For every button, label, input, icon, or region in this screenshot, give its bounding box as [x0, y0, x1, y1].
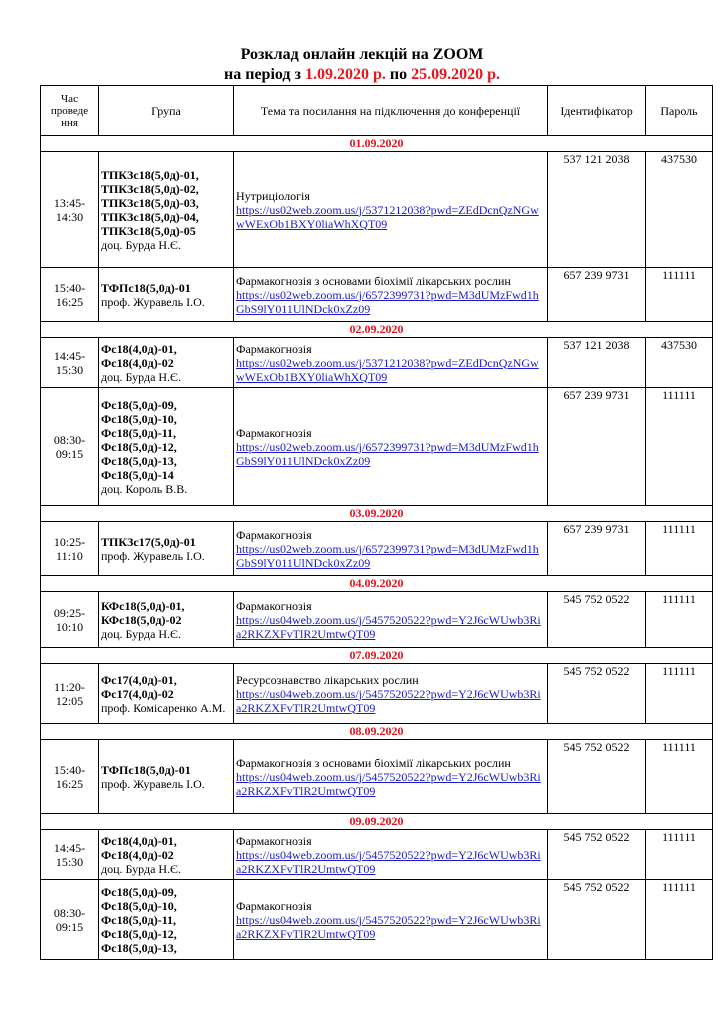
topic-cell — [234, 522, 548, 576]
lecture-time: 11:20- 12:05 — [41, 664, 99, 724]
date-label: 02.09.2020 — [41, 322, 713, 338]
topic-cell — [234, 338, 548, 388]
group-code: ТПКЗс18(5,0д)-01, — [101, 167, 199, 182]
date-row — [41, 814, 713, 830]
teacher-name: доц. Бурда Н.Є. — [101, 626, 181, 641]
zoom-link[interactable]: https://us02web.zoom.us/j/5371212038?pwd=ZEdDcnQzNGwwWExOb1BXY0liaWhXQT09 — [236, 202, 539, 231]
topic-name: Фармакогнозія — [236, 833, 312, 848]
group-cell — [99, 830, 234, 880]
group-cell — [99, 664, 234, 724]
date-label: 04.09.2020 — [41, 576, 713, 592]
table-row — [41, 664, 713, 724]
group-code: Фс18(5,0д)-12, — [101, 926, 177, 941]
conference-password: 111111 — [646, 388, 713, 506]
conference-password: 111111 — [646, 268, 713, 322]
group-code: Фс18(5,0д)-10, — [101, 898, 177, 913]
group-cell — [99, 152, 234, 268]
conference-password: 437530 — [646, 338, 713, 388]
group-code: Фс18(5,0д)-13, — [101, 940, 177, 955]
topic-name: Ресурсознавство лікарських рослин — [236, 672, 419, 687]
teacher-name: проф. Журавель І.О. — [101, 776, 205, 791]
group-cell — [99, 522, 234, 576]
topic-cell — [234, 664, 548, 724]
topic-cell — [234, 740, 548, 814]
lecture-time: 14:45- 15:30 — [41, 338, 99, 388]
topic-name: Фармакогнозія — [236, 341, 312, 356]
zoom-link[interactable]: https://us04web.zoom.us/j/5457520522?pwd=Y2J6cWUwb3Ria2RKZXFvTlR2UmtwQT09 — [236, 769, 541, 798]
conference-id: 537 121 2038 — [548, 338, 646, 388]
conference-id: 657 239 9731 — [548, 268, 646, 322]
group-code: Фс18(5,0д)-11, — [101, 425, 177, 440]
conference-password: 111111 — [646, 664, 713, 724]
zoom-link[interactable]: https://us02web.zoom.us/j/5371212038?pwd=ZEdDcnQzNGwwWExOb1BXY0liaWhXQT09 — [236, 355, 539, 384]
group-cell — [99, 592, 234, 648]
conference-password: 111111 — [646, 740, 713, 814]
date-label: 09.09.2020 — [41, 814, 713, 830]
topic-name: Фармакогнозія з основами біохімії лікарських рослин — [236, 273, 511, 288]
header-time: Час проведе ння — [41, 86, 99, 136]
date-label: 01.09.2020 — [41, 136, 713, 152]
group-cell — [99, 338, 234, 388]
group-code: ТПКЗс18(5,0д)-02, — [101, 181, 199, 196]
schedule-table — [40, 85, 713, 960]
topic-name: Фармакогнозія — [236, 598, 312, 613]
group-code: Фс18(5,0д)-09, — [101, 884, 177, 899]
lecture-time: 10:25- 11:10 — [41, 522, 99, 576]
group-code: Фс18(4,0д)-02 — [101, 355, 174, 370]
table-row — [41, 522, 713, 576]
teacher-name: доц. Бурда Н.Є. — [101, 237, 181, 252]
group-code: Фс17(4,0д)-01, — [101, 672, 177, 687]
lecture-time: 08:30- 09:15 — [41, 880, 99, 960]
group-code: Фс18(4,0д)-01, — [101, 341, 177, 356]
conference-id: 545 752 0522 — [548, 830, 646, 880]
topic-name: Фармакогнозія з основами біохімії лікарських рослин — [236, 755, 511, 770]
group-code: Фс18(4,0д)-01, — [101, 833, 177, 848]
topic-name: Фармакогнозія — [236, 425, 312, 440]
date-row — [41, 724, 713, 740]
group-cell — [99, 740, 234, 814]
group-cell — [99, 880, 234, 960]
header-row — [41, 86, 713, 136]
table-row — [41, 592, 713, 648]
lecture-time: 15:40- 16:25 — [41, 268, 99, 322]
date-label: 07.09.2020 — [41, 648, 713, 664]
conference-id: 545 752 0522 — [548, 740, 646, 814]
page-title: Розклад онлайн лекцій на ZOOM — [240, 46, 484, 63]
topic-cell — [234, 880, 548, 960]
conference-password: 437530 — [646, 152, 713, 268]
topic-cell — [234, 388, 548, 506]
lecture-time: 14:45- 15:30 — [41, 830, 99, 880]
date-row — [41, 506, 713, 522]
conference-id: 545 752 0522 — [548, 664, 646, 724]
zoom-link[interactable]: https://us04web.zoom.us/j/5457520522?pwd=Y2J6cWUwb3Ria2RKZXFvTlR2UmtwQT09 — [236, 912, 541, 941]
lecture-time: 09:25- 10:10 — [41, 592, 99, 648]
conference-id: 545 752 0522 — [548, 592, 646, 648]
teacher-name: проф. Журавель І.О. — [101, 294, 205, 309]
date-label: 03.09.2020 — [41, 506, 713, 522]
group-code: Фс18(5,0д)-10, — [101, 411, 177, 426]
group-code: ТПКЗс17(5,0д)-01 — [101, 534, 196, 549]
table-row — [41, 388, 713, 506]
group-code: Фс18(5,0д)-13, — [101, 453, 177, 468]
period-from: 1.09.2020 р. — [304, 66, 386, 83]
conference-id: 537 121 2038 — [548, 152, 646, 268]
zoom-link[interactable]: https://us02web.zoom.us/j/6572399731?pwd=M3dUMzFwd1hGbS9lY011UlNDck0xZz09 — [236, 541, 539, 570]
group-code: ТПКЗс18(5,0д)-04, — [101, 209, 199, 224]
conference-password: 111111 — [646, 592, 713, 648]
conference-id: 545 752 0522 — [548, 880, 646, 960]
zoom-link[interactable]: https://us02web.zoom.us/j/6572399731?pwd=M3dUMzFwd1hGbS9lY011UlNDck0xZz09 — [236, 287, 539, 316]
topic-cell — [234, 152, 548, 268]
topic-cell — [234, 830, 548, 880]
conference-password: 111111 — [646, 880, 713, 960]
period-prefix: на період з — [224, 66, 305, 83]
topic-name: Фармакогнозія — [236, 527, 312, 542]
date-row — [41, 648, 713, 664]
page-subtitle — [0, 65, 724, 84]
group-code: Фс18(5,0д)-12, — [101, 439, 177, 454]
group-code: КФс18(5,0д)-02 — [101, 612, 182, 627]
group-cell — [99, 388, 234, 506]
header-topic: Тема та посилання на підключення до конференції — [234, 86, 548, 136]
lecture-time: 15:40- 16:25 — [41, 740, 99, 814]
table-row — [41, 740, 713, 814]
group-code: Фс18(5,0д)-14 — [101, 467, 174, 482]
teacher-name: проф. Журавель І.О. — [101, 548, 205, 563]
zoom-link[interactable]: https://us04web.zoom.us/j/5457520522?pwd=Y2J6cWUwb3Ria2RKZXFvTlR2UmtwQT09 — [236, 686, 541, 715]
conference-password: 111111 — [646, 522, 713, 576]
date-label: 08.09.2020 — [41, 724, 713, 740]
topic-cell — [234, 592, 548, 648]
date-row — [41, 576, 713, 592]
group-code: Фс18(4,0д)-02 — [101, 847, 174, 862]
teacher-name: доц. Бурда Н.Є. — [101, 861, 181, 876]
header-password: Пароль — [646, 86, 713, 136]
lecture-time: 13:45- 14:30 — [41, 152, 99, 268]
group-code: КФс18(5,0д)-01, — [101, 598, 185, 613]
header-id: Ідентифікатор — [548, 86, 646, 136]
teacher-name: проф. Комісаренко А.М. — [101, 700, 226, 715]
conference-password: 111111 — [646, 830, 713, 880]
period-mid: по — [385, 66, 412, 83]
group-code: ТПКЗс18(5,0д)-05 — [101, 223, 196, 238]
zoom-link[interactable]: https://us02web.zoom.us/j/6572399731?pwd=M3dUMzFwd1hGbS9lY011UlNDck0xZz09 — [236, 439, 539, 468]
date-row — [41, 136, 713, 152]
table-row — [41, 880, 713, 960]
teacher-name: доц. Бурда Н.Є. — [101, 369, 181, 384]
table-row — [41, 152, 713, 268]
topic-name: Фармакогнозія — [236, 898, 312, 913]
conference-id: 657 239 9731 — [548, 388, 646, 506]
header-group: Група — [99, 86, 234, 136]
group-code: Фс18(5,0д)-11, — [101, 912, 177, 927]
zoom-link[interactable]: https://us04web.zoom.us/j/5457520522?pwd=Y2J6cWUwb3Ria2RKZXFvTlR2UmtwQT09 — [236, 847, 541, 876]
group-cell — [99, 268, 234, 322]
group-code: Фс17(4,0д)-02 — [101, 686, 174, 701]
conference-id: 657 239 9731 — [548, 522, 646, 576]
lecture-time: 08:30- 09:15 — [41, 388, 99, 506]
table-row — [41, 338, 713, 388]
group-code: ТФПс18(5,0д)-01 — [101, 762, 191, 777]
table-row — [41, 268, 713, 322]
group-code: Фс18(5,0д)-09, — [101, 397, 177, 412]
teacher-name: доц. Король В.В. — [101, 481, 188, 496]
topic-name: Нутриціологія — [236, 188, 310, 203]
topic-cell — [234, 268, 548, 322]
group-code: ТФПс18(5,0д)-01 — [101, 280, 191, 295]
group-code: ТПКЗс18(5,0д)-03, — [101, 195, 199, 210]
date-row — [41, 322, 713, 338]
table-row — [41, 830, 713, 880]
zoom-link[interactable]: https://us04web.zoom.us/j/5457520522?pwd=Y2J6cWUwb3Ria2RKZXFvTlR2UmtwQT09 — [236, 612, 541, 641]
period-to: 25.09.2020 р. — [411, 66, 500, 83]
